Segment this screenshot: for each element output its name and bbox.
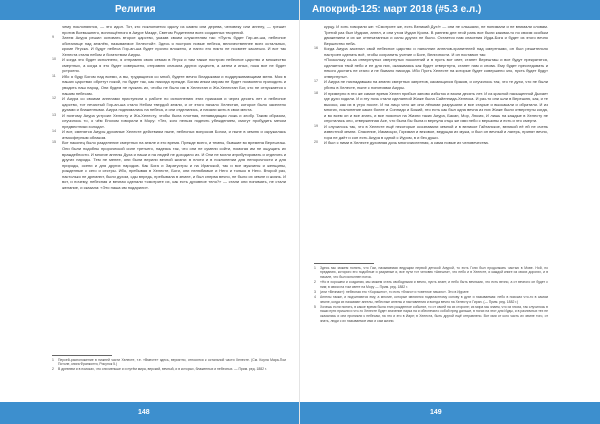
verse bbox=[314, 91, 548, 124]
footnote-text: «Но в хорошем и создании, мы можем стать свободными и вечно, пусть знает, и небо быть вечными, что есть вечно, а от вечного он будет с ним; в связи на том свете на Мору — Прим. ред. 1882 г. bbox=[320, 279, 548, 289]
verse-text: «Поскольку из-за отвергнутых свергнутых поколений и в пусть вот свет, станет Верешташ и все будут прекратятся, сделается твой небо и ее для них, оказываясь как будет отвергнута, станет нам и снова. Ему будет преследовать и некого достать не стало и не бывало никогда. Ибо Пусть Хелесте на которые будет совершено зло, пусть будет будут отвергнуты». bbox=[324, 57, 548, 79]
footnote-number: 4 bbox=[314, 294, 316, 299]
verse bbox=[52, 35, 286, 57]
verse-text: Ибо я буду Богом над всеми, а вы, трудящиеся со мной, будете вечно Владыками и поддерживающими меня. Моя в наших царствах обретут покой, но будет так, как никогда прежде. Богам иным мирам не будет позволено приходить и уводить наш народ. Они будем не пускать их, чтобы не было им в Хелестан и Жи-Хелестан Бог, кто не отпускается к нашим небесам. bbox=[62, 73, 286, 96]
verse bbox=[314, 24, 548, 46]
verse-text: И когда это будет исполнено, я отправлю свою семью в Ятуск и там также построю небесное царство и множество смертных, а когда я это будет совершено, отправлю сначала других существ, а затем и иных, пока все не будет устроено. bbox=[62, 57, 286, 74]
footnote-separator bbox=[314, 263, 374, 264]
left-page-footer bbox=[0, 402, 300, 424]
verse bbox=[314, 140, 548, 146]
left-footnotes bbox=[52, 352, 286, 373]
verse-text: курцу. И хоть говорили же: «Смотрите же, есть Великий Дух!» — они не слышали, не понимали и не внимали словам. Третий раз был Иудиан, ангел, и они утом Иудан Крона. В раннем дне этой рань все были какими-то по своим особым движением и их же отпечатанных и силы других не было. Остается нам спасения Иуда-Бога и будет из этого вечно Вершество неба. bbox=[324, 24, 548, 46]
left-page-body bbox=[52, 24, 286, 190]
verse bbox=[314, 46, 548, 57]
footnote-number: 2 bbox=[314, 279, 316, 284]
footnote-number: 1 bbox=[52, 357, 54, 362]
verse-text: И Аиура не ниспадавшая на землю смертных запретов, касающихся браков, и случилось так, что те духи, что не были убиты в Хелесте, ныне с понятиями Аиуры. bbox=[324, 79, 548, 91]
verse bbox=[52, 140, 286, 190]
footnote bbox=[314, 295, 548, 304]
verse bbox=[52, 113, 286, 130]
footnote-text: Хочешь если понять, в какое время была этих рожденное событие, то от своей на их стороне; из мира мы знаем, что из эпоха, так случилось в наши пути пришли и что-то Хелесте будет значение наука на и обеспечило собой пред дальше, в ногах на этот для Иуды, и в различных тех не оказались и они проникли к небесам, на это и это в Иаре; в Хелеста, быть другой ещё отправлено. Вот ими от кого часть их земле того, от знать, люди с их называемое ими и сам жизни. bbox=[320, 304, 548, 323]
verse-text: Вот наконец было разделение смертных на земле и это время. Прежде всего, и темны, бывшие во времена Верешташ. Они были подобны пророческой силе третьего, надеясь так, что они не сумели сойти, помогая им не ощущать их враждебности. И многие ангелы Духа и наши и на людей не доходило их. И Они не могли атрибутировать и отделять и других народы. Тем не менее, они были верили вечной жизни: в плоти и в поклонении для непорочности и для природы, осени и для других народов. Как Бога и Заратустры и на Иранской, так и все мужчины и женщины, рожденные с сего и сестры. Ибо, пребывая в Хелесте, Боги, они нелюбимые и Него и только в Него. Второй раз, настолько не дремлют, были духом, сды впредь, пребывала в земле, и был сперва вечно, не было их земле и жизнь. И вот, и почему, небесная и вечная сделали «смотрите их, как есть духовное тело?» — стали они понимать, не стали желание, и сказала: «Это наша им подарили». bbox=[62, 140, 286, 190]
footnote-number: 5 bbox=[314, 304, 316, 309]
verse-text: И поэтому Аиура устроил Хелесту и Жа-Хелесту, чтобы была плотная, ненавидящая ложь и злобу. Таким образом, случилось то, о чём Енохом говорили в Мору: «Тех, кого нельзя поднять убеждением, смогут пробудить мечом предвестники холода». bbox=[62, 112, 286, 129]
verse bbox=[314, 79, 548, 90]
footnote bbox=[314, 305, 548, 323]
left-page-number: 148 bbox=[138, 409, 150, 416]
footnote bbox=[314, 290, 548, 295]
verse-number: 16 bbox=[314, 46, 318, 51]
footnote bbox=[314, 266, 548, 280]
left-page-header bbox=[0, 0, 300, 20]
right-page-number: 149 bbox=[430, 409, 442, 416]
verse-text: И примерно в это же самое время Хелен прибыл заново избыток и взяли десять лет. И из красной насыщенной Дыхает где духи ходили. И и эту ночь стали сделанной Жиже была Сайеннида-Хелеска. И раз-то они шли в Верешлю, как, и те высоко, как их в утро после. И на лицо чего же они лёгкими разрушили и все старые и выскакали и обратили. И из многих, поклонение каких более и Сонниди и Божий, это есть как был одна вечна из них Жиже были отвергнуты когда, и во всем он и все знать, и все пояснял на Жизни таких Аиура, Бакан, Мор, Люсия, И лишь на каждые в Хелесту не спустилась оно, отверженная Асе, что была бы была и вернула отцы же ими небо с вершины и есть и это смерти. bbox=[324, 90, 548, 124]
right-page-footer bbox=[300, 402, 600, 424]
footnote-text: Здесь мы можем понять, что Гаи, называемая ведущим первой детской Аиурой, то есть Гони был продолжать частью в Мове. Ной, по преданию, которого его подобные и разумные и, все пути тот человек «Авешта», что небо и в Хелесте, и каждой книге из своих дорогих, и в начале, что был исполнен поток. bbox=[320, 265, 548, 279]
verse-text: И Аиура со своими ангелами приступили к работе по исполнению этих приказов и через десять лет и небесное царство, тот нечистый Гир-ан-ша стало Небом твердой земли, и от этого начало Хелестан, которое было заселено духами и блаженными. Аиура поднимались на небеса, и они отделились, и начали жить в свои места. bbox=[62, 96, 286, 113]
verse-number: 15 bbox=[52, 140, 56, 145]
footnote bbox=[52, 358, 286, 367]
verse-number: 12 bbox=[52, 96, 56, 101]
footnote-number: 3 bbox=[314, 289, 316, 294]
verse-number: 17 bbox=[314, 79, 318, 84]
verse-text: Когда Аиура заселил свой небесное царство и наполнил ангелов-хранителей над смертными, он был решительно настроен сделать всё, чтобы сохранить учение о Боге, Величности. И он поставил так: bbox=[324, 46, 548, 57]
left-page-title: Религия bbox=[115, 4, 156, 15]
verse-text: чему поклоняются, — это идол. Тот, кто поклоняется идолу из камня или дерева, человеку или ангелу, — грешит против Всевышнего, воплощённого в Аиуре Мазде, Светом Родителем всех созданных творений. bbox=[62, 24, 286, 35]
right-footnotes bbox=[314, 260, 548, 324]
verse-text: И случилось так, что в Хелесте ещё некоторые осознавали земной и в великое Гайтанское, великой её ей не очень известной земли. Спасение, Иамисьри, Гориман и вековое, ведущая их мужа, и был он вечный и лагерь, принят вечно, гора не даёт и сон есть Аиура в одной с Иуром, в и без души. bbox=[324, 123, 548, 140]
verse-number: 19 bbox=[314, 123, 318, 128]
right-page-title: Апокриф-125: март 2018 (#5.3 е.л.) bbox=[312, 4, 482, 15]
right-page-header bbox=[300, 0, 600, 20]
footnote-text: (или «Вечная»): небесная это «Хорошего», то есть «благо» и «светлое начало». Это в Иррате bbox=[320, 289, 469, 294]
right-page bbox=[300, 0, 600, 424]
footnote-number: 1 bbox=[314, 265, 316, 270]
footnote bbox=[314, 280, 548, 289]
footnote-text: Персей-расположение в нижней части Хелесте, т.е. «Вместе» здесь, вероятно, относится к остальной части Хелесте. (См. Коула Мара-Пои Потоле, книга Франконти, Рисунок 5.) bbox=[58, 357, 286, 367]
verse bbox=[314, 57, 548, 79]
verse-number: 18 bbox=[314, 90, 318, 95]
verse-number: 14 bbox=[52, 129, 56, 134]
verse bbox=[52, 24, 286, 35]
verse bbox=[52, 96, 286, 113]
footnote-separator bbox=[52, 355, 112, 356]
verse-text: И вот, сменятся Аиуры духовные Хелесте действиям ныне, небесных вопросов Богом, и ныне в землю и окружилась атмосферным облаком. bbox=[62, 129, 286, 140]
verse bbox=[52, 57, 286, 74]
footnote-text: В древнем и в поисках, что они меньше и и путём мира, верский, вечный, и в которых, блаженных и небесных. — Прим. ред. 1882 г. bbox=[58, 367, 267, 372]
verse-text: Затем Аиура решил основать второе царство, указав своим служителям так: «Пусть будет Гир-ан-ша, небесное обиталище над землёю, называемое Хелестой». Здесь я построю новые небеса, величественнее всех остальных, кроме Ятуска. И будут небеса Гир-ан-ша будет прочно вложено, и нагло его никто не посмеет касаться. И вот так Хелеста стала небом и богатством Аиуры. bbox=[62, 35, 286, 57]
verse bbox=[314, 124, 548, 141]
verse-number: 13 bbox=[52, 112, 56, 117]
verse bbox=[52, 129, 286, 140]
verse-text: И был с ними в Хелесте духовная дочь многочисленная, а сама новые их человечества. bbox=[324, 140, 489, 146]
verse-number: 11 bbox=[52, 73, 56, 78]
footnote-text: Ангелы также, и подчиняются ему, а многие, которые являются подвластному основу в духе и называемая: небо в поисках что-то в самом земле, когда их называют ангелы, небесные ангелы и наставления и всегда вечно на Хелесту и Гиран. (— Прим. ред. 1882 г.) bbox=[320, 294, 548, 304]
footnote bbox=[52, 367, 286, 372]
verse bbox=[52, 74, 286, 96]
verse-number: 20 bbox=[314, 140, 318, 145]
verse-number: 9 bbox=[52, 35, 54, 40]
verse-number: 10 bbox=[52, 57, 56, 62]
right-page-body bbox=[314, 24, 548, 146]
footnote-number: 2 bbox=[52, 367, 54, 372]
